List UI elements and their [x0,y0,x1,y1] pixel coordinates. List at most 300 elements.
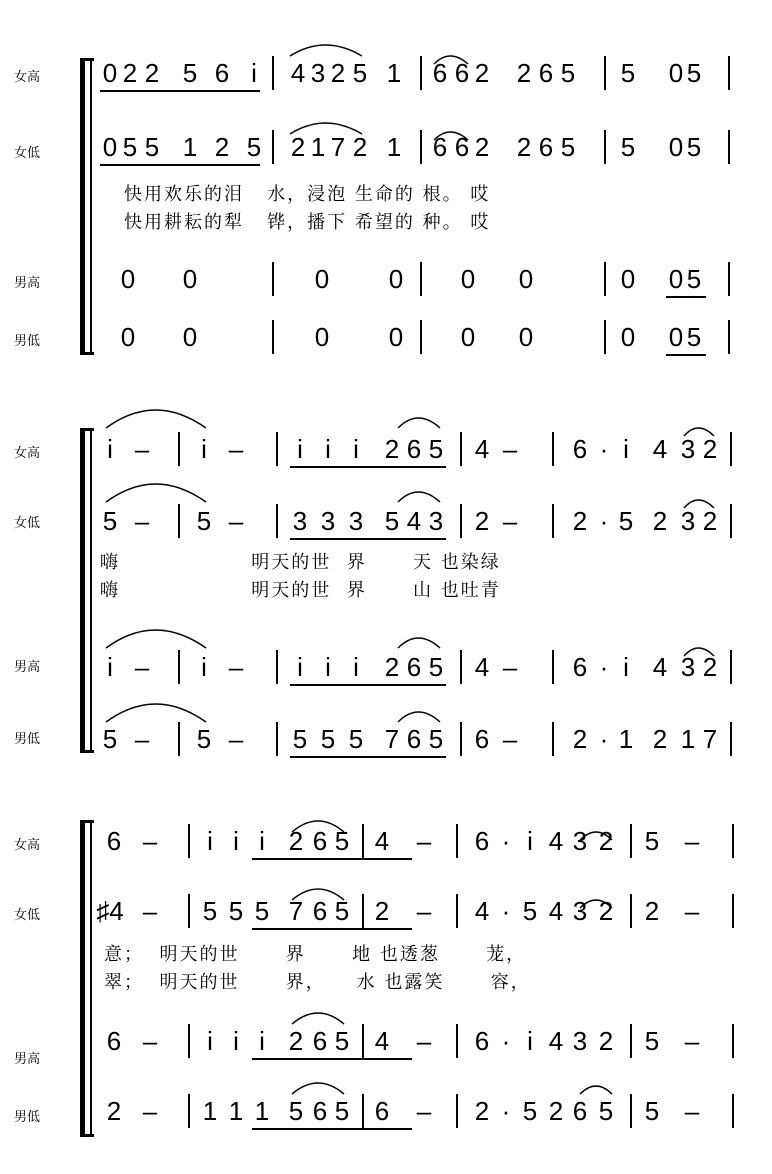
note: 0 [620,322,636,352]
slur [398,712,440,722]
bar-line [272,56,274,90]
note: i [353,434,359,464]
note: 5 [644,826,660,856]
note: 2 [290,132,306,162]
note: i [325,434,331,464]
note: – [684,896,700,926]
note: 4 [548,896,564,926]
voice-label-tenor: 男高 [14,276,41,291]
note: 6 [374,1096,390,1126]
voice-label-bass: 男低 [14,1110,41,1125]
bar-line [456,824,458,858]
slur [580,1086,612,1094]
note: 4 [406,506,422,536]
note: 3 [680,506,696,536]
note: 5 [348,724,364,754]
note: 6 [572,434,588,464]
note: 0 [182,264,198,294]
note: – [142,896,158,926]
note: – [684,826,700,856]
note: · [501,826,511,856]
note: 2 [474,132,490,162]
note: 5 [334,1096,350,1126]
beam-underline [252,858,412,860]
note: 0 [388,322,404,352]
note: 0 [102,132,118,162]
note: 3 [680,434,696,464]
bar-line [604,130,606,164]
bar-line [730,650,732,684]
bar-line [732,1024,734,1058]
note: – [416,896,432,926]
slur [398,418,440,428]
note: – [142,1026,158,1056]
beam-underline [252,928,412,930]
note: 2 [474,58,490,88]
bar-line [362,824,364,858]
note: 2 [572,724,588,754]
note: 5 [196,724,212,754]
beam-underline [252,1128,412,1130]
note: – [502,434,518,464]
note: i [325,652,331,682]
beam-underline [666,354,706,356]
note: i [527,826,533,856]
note: 0 [388,264,404,294]
note: 4 [474,652,490,682]
voice-label-tenor: 男高 [14,1052,41,1067]
bar-line [188,1024,190,1058]
bar-line [362,894,364,928]
note: 6 [474,826,490,856]
note: 5 [560,58,576,88]
note: 5 [334,1026,350,1056]
lyric-line: 快用欢乐的泪 水，浸泡 生命的 根。 哎 [124,184,491,205]
note: i [527,1026,533,1056]
note: 5 [334,826,350,856]
note: – [416,826,432,856]
note: – [134,434,150,464]
bar-line [420,320,422,354]
voice-label-tenor: 男高 [14,660,41,675]
bar-line [460,432,462,466]
note: 5 [428,652,444,682]
note: 0 [460,264,476,294]
note: 5 [246,132,262,162]
note: i [251,58,257,88]
note: 2 [702,506,718,536]
lyric-line: 嗨 明天的世 界 山 也吐青 [100,580,501,601]
note: 6 [454,132,470,162]
bar-line [188,824,190,858]
note: – [502,652,518,682]
voice-label-alto: 女低 [14,908,41,923]
note: 0 [518,322,534,352]
note: – [142,826,158,856]
note: · [501,896,511,926]
bar-line [272,130,274,164]
note: i [353,652,359,682]
note: 5 [522,896,538,926]
note: 2 [572,506,588,536]
note: 5 [292,724,308,754]
note: 3 [680,652,696,682]
note: 3 [572,826,588,856]
note: 5 [102,724,118,754]
note: 2 [214,132,230,162]
bar-line [604,262,606,296]
slur [290,45,362,56]
bar-line [730,504,732,538]
bar-line [730,432,732,466]
note: 5 [428,434,444,464]
note: 1 [182,132,198,162]
note: 2 [144,58,160,88]
note: 7 [288,896,304,926]
note: 5 [228,896,244,926]
bar-line [552,432,554,466]
note: 5 [618,506,634,536]
note: i [259,826,265,856]
beam-underline [100,164,260,166]
note: 5 [644,1026,660,1056]
bar-line [420,262,422,296]
note: 6 [538,132,554,162]
bar-line [178,722,180,756]
bar-line [272,262,274,296]
note: i [623,434,629,464]
slur [292,1083,344,1094]
note: 2 [122,58,138,88]
note: 6 [312,826,328,856]
note: 6 [406,434,422,464]
note: 4 [652,652,668,682]
note: i [233,1026,239,1056]
note: 3 [310,58,326,88]
note: 2 [384,434,400,464]
bar-line [456,1094,458,1128]
note: – [228,434,244,464]
note: 2 [652,724,668,754]
note: 5 [686,264,702,294]
note: 5 [428,724,444,754]
note: 6 [106,826,122,856]
bar-line [728,320,730,354]
note: 7 [330,132,346,162]
note: 0 [620,264,636,294]
note: – [684,1096,700,1126]
bar-line [178,650,180,684]
note: – [134,506,150,536]
note: 5 [288,1096,304,1126]
bar-line [272,320,274,354]
note: – [134,724,150,754]
note: 5 [254,896,270,926]
note: · [501,1096,511,1126]
note: 3 [320,506,336,536]
note: 2 [288,1026,304,1056]
note: 2 [474,1096,490,1126]
bar-line [420,56,422,90]
bar-line [732,824,734,858]
note: · [599,724,609,754]
note: · [599,506,609,536]
bar-line [276,722,278,756]
bar-line [276,432,278,466]
lyric-line: 翠； 明天的世 界， 水 也露笑 容， [104,972,531,993]
bar-line [728,56,730,90]
note: i [107,434,113,464]
beam-underline [100,90,260,92]
note: i [201,652,207,682]
voice-label-soprano: 女高 [14,70,41,85]
note: 2 [652,506,668,536]
note: 2 [516,58,532,88]
slur [398,638,440,648]
note: – [502,506,518,536]
note: 6 [572,652,588,682]
note: 4 [290,58,306,88]
note: – [684,1026,700,1056]
note: – [416,1096,432,1126]
bar-line [552,650,554,684]
note: 4 [374,1026,390,1056]
bar-line [630,824,632,858]
note: 3 [292,506,308,536]
note: – [228,506,244,536]
slur [398,492,440,502]
note: 2 [598,1026,614,1056]
note: 5 [620,132,636,162]
voice-label-soprano: 女高 [14,446,41,461]
note: i [107,652,113,682]
note: 6 [214,58,230,88]
note: 3 [348,506,364,536]
note: 5 [686,58,702,88]
bar-line [362,1024,364,1058]
voice-label-bass: 男低 [14,732,41,747]
bar-line [178,504,180,538]
bar-line [604,320,606,354]
note: 5 [644,1096,660,1126]
note: 6 [312,1096,328,1126]
note: 2 [598,826,614,856]
note: 1 [202,1096,218,1126]
note: 2 [644,896,660,926]
note: 2 [374,896,390,926]
note: 6 [432,58,448,88]
note: – [134,652,150,682]
lyric-line: 意； 明天的世 界 地 也透葱 茏， [104,944,527,965]
bar-line [552,722,554,756]
note: 5 [686,132,702,162]
note: 5 [686,322,702,352]
note: i [297,434,303,464]
note: 2 [288,826,304,856]
note: 5 [144,132,160,162]
note: 0 [668,132,684,162]
note: 0 [668,264,684,294]
note: 5 [334,896,350,926]
note: – [502,724,518,754]
note: 5 [384,506,400,536]
note: 2 [598,896,614,926]
note: – [228,724,244,754]
note: · [501,1026,511,1056]
beam-underline [252,1058,412,1060]
note: 0 [120,264,136,294]
note: 0 [120,322,136,352]
note: 2 [516,132,532,162]
note: 2 [474,506,490,536]
note: 1 [618,724,634,754]
bar-line [276,650,278,684]
note: i [297,652,303,682]
note: – [228,652,244,682]
note: 4 [474,434,490,464]
note: 0 [102,58,118,88]
note: 1 [310,132,326,162]
note: 0 [668,322,684,352]
note: 6 [572,1096,588,1126]
note: 7 [702,724,718,754]
note: 4 [474,896,490,926]
note: 5 [522,1096,538,1126]
bar-line [630,894,632,928]
note: 2 [702,434,718,464]
note: ♯4 [96,896,124,926]
voice-label-alto: 女低 [14,516,41,531]
note: 6 [538,58,554,88]
note: 5 [102,506,118,536]
bar-line [188,894,190,928]
note: 4 [652,434,668,464]
bar-line [276,504,278,538]
note: i [259,1026,265,1056]
note: 0 [314,264,330,294]
lyric-line: 嗨 明天的世 界 天 也染绿 [100,552,501,573]
note: 6 [406,724,422,754]
note: 5 [598,1096,614,1126]
bar-line [460,722,462,756]
note: 2 [384,652,400,682]
note: 1 [386,132,402,162]
note: 0 [668,58,684,88]
lyric-line: 快用耕耘的犁 铧，播下 希望的 种。 哎 [124,212,491,233]
slur [106,704,206,722]
note: 2 [330,58,346,88]
note: 2 [106,1096,122,1126]
note: 5 [620,58,636,88]
voice-label-bass: 男低 [14,334,41,349]
note: 5 [320,724,336,754]
note: 6 [474,1026,490,1056]
note: 0 [460,322,476,352]
note: i [201,434,207,464]
note: 1 [386,58,402,88]
note: 6 [454,58,470,88]
note: 1 [254,1096,270,1126]
bar-line [630,1024,632,1058]
note: 5 [560,132,576,162]
note: 6 [106,1026,122,1056]
note: · [599,652,609,682]
bar-line [552,504,554,538]
note: 6 [312,896,328,926]
note: 2 [548,1096,564,1126]
bar-line [362,1094,364,1128]
bar-line [420,130,422,164]
note: 5 [202,896,218,926]
note: 4 [548,826,564,856]
note: i [233,826,239,856]
bar-line [604,56,606,90]
note: 6 [474,724,490,754]
note: 0 [314,322,330,352]
note: 0 [182,322,198,352]
note: 3 [572,1026,588,1056]
note: 5 [182,58,198,88]
bar-line [460,504,462,538]
bar-line [732,894,734,928]
note: 3 [572,896,588,926]
note: i [207,1026,213,1056]
note: 1 [228,1096,244,1126]
slur [292,1013,344,1024]
note: · [599,434,609,464]
note: 6 [406,652,422,682]
beam-underline [290,684,446,686]
note: i [207,826,213,856]
beam-underline [290,538,446,540]
bar-line [456,1024,458,1058]
note: 1 [680,724,696,754]
bar-line [456,894,458,928]
note: i [623,652,629,682]
bar-line [178,432,180,466]
note: 0 [518,264,534,294]
beam-underline [290,466,446,468]
slur [106,630,206,648]
voice-label-alto: 女低 [14,146,41,161]
note: 6 [312,1026,328,1056]
slur [106,410,206,428]
note: 2 [702,652,718,682]
voice-label-soprano: 女高 [14,838,41,853]
note: 7 [384,724,400,754]
note: – [416,1026,432,1056]
bar-line [728,262,730,296]
bar-line [630,1094,632,1128]
bar-line [732,1094,734,1128]
bar-line [728,130,730,164]
note: 6 [432,132,448,162]
beam-underline [290,756,446,758]
bar-line [188,1094,190,1128]
note: 4 [548,1026,564,1056]
bar-line [730,722,732,756]
slur [106,484,206,502]
beam-underline [666,296,706,298]
note: 3 [428,506,444,536]
note: 4 [374,826,390,856]
note: – [142,1096,158,1126]
note: 2 [352,132,368,162]
bar-line [460,650,462,684]
note: 5 [196,506,212,536]
note: 5 [352,58,368,88]
note: 5 [122,132,138,162]
